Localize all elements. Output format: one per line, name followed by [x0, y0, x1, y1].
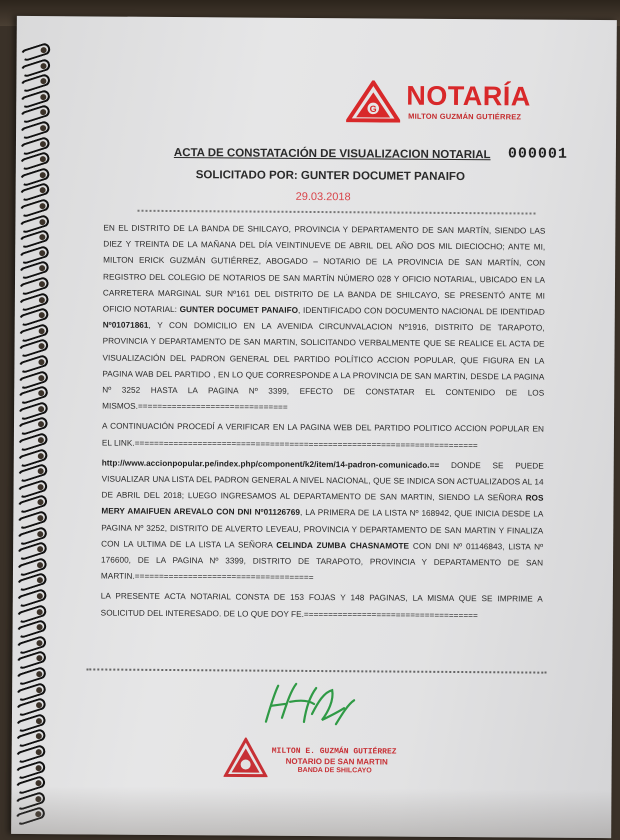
binding-hole — [36, 765, 42, 771]
binding-hole — [40, 94, 46, 100]
notary-stamp — [224, 737, 424, 782]
notarial-document-page — [11, 16, 617, 838]
binding-hole — [36, 687, 42, 693]
divider — [137, 210, 535, 215]
stamp-title: NOTARIO DE SAN MARTIN — [285, 756, 388, 767]
stamp-location: BANDA DE SHILCAYO — [297, 766, 372, 775]
binding-hole — [40, 203, 46, 209]
binding-hole — [37, 515, 43, 521]
binding-hole — [36, 749, 42, 755]
binding-hole — [37, 562, 43, 568]
divider-bottom — [86, 668, 546, 673]
first-person: ROS MERY AMAIFUEN AREVALO CON DNI Nº01126769 — [101, 493, 544, 518]
binding-hole — [36, 718, 42, 724]
binding-hole — [37, 531, 43, 537]
binding-hole — [38, 484, 44, 490]
binding-hole — [40, 125, 46, 131]
requester-dni: Nº01071861 — [102, 320, 149, 331]
page-bottom-shadow — [11, 786, 611, 838]
binding-hole — [38, 437, 44, 443]
requester-name: GUNTER DOCUMET PANAIFO — [179, 305, 299, 315]
last-person: CELINDA ZUMBA CHASNAMOTE — [276, 540, 410, 551]
binding-hole — [40, 141, 46, 147]
binding-hole — [38, 375, 44, 381]
logo-title: NOTARÍA — [406, 80, 531, 112]
binding-hole — [39, 250, 45, 256]
paragraph-findings: http://www.accionpopular.pe/index.php/component/k2/item/14-padron-comunicado.== DONDE SE PUEDE VISUALIZAR UNA LISTA DEL PADRON GENERAL A NIVEL NACIONAL, QUE SE INDICA SON ACTUALIZADOS AL 14 DE ABRIL DEL 2018; LUEGO INGRESAMOS AL DEPARTAMENTO DE SAN MARTIN, SIENDO LA SEÑORA ROS MERY AMAIFUEN AREVALO CON DNI Nº01126769, LA PRIMERA DE LA LISTA Nº 168942, QUE INICIA DESDE LA PAGINA Nº 3252, DISTRITO DE ALVERTO LEVEAU, PROVINCIA Y DEPARTAMENTO DE SAN MARTIN Y FINALIZA CON LA ULTIMA DE LA LISTA LA SEÑORA CELINDA ZUMBA CHASNAMOTE CON DNI Nº 01146843, LISTA Nº 176600, DE LA PAGINA Nº 3399, DISTRITO DE TARAPOTO, PROVINCIA Y DEPARTAMENTO DE SAN MARTIN.===================================== — [100, 458, 544, 583]
binding-hole — [39, 328, 45, 334]
logo-subtitle: MILTON GUZMÁN GUTIÉRREZ — [408, 111, 522, 122]
notary-logo — [346, 80, 531, 123]
stamp-emblem-icon — [224, 737, 268, 777]
binding-hole — [39, 281, 45, 287]
svg-text:G: G — [369, 103, 377, 114]
paragraph-verification: A CONTINUACIÓN PROCEDÍ A VERIFICAR EN LA PAGINA WEB DEL PARTIDO POLITICO ACCION POPULAR EN EL LINK.======================================================================= — [101, 421, 545, 450]
document-body — [101, 221, 546, 625]
binding-hole — [40, 172, 46, 178]
binding-hole — [36, 640, 42, 646]
binding-hole — [38, 453, 44, 459]
paragraph-intro: EN EL DISTRITO DE LA BANDA DE SHILCAYO, PROVINCIA Y DEPARTAMENTO DE SAN MARTÍN, SIENDO LAS DIEZ Y TREINTA DE LA MAÑANA DEL DÍA VEINTINUEVE DE ABRIL DEL AÑO DOS MIL DIECIOCHO; ANTE MI, MILTON ERICK GUZMÁN GUTIÉRREZ, ABOGADO – NOTARIO DE LA PROVINCIA DE SAN MARTÍN, CON REGISTRO DEL COLEGIO DE NOTARIOS DE SAN MARTÍN NÚMERO 028 Y OFICIO NOTARIAL, UBICADO EN LA CARRETERA MARGINAL SUR Nº161 DEL DISTRITO DE LA BANDA DE SHILCAYO, SE PRESENTÓ ANTE MI OFICIO NOTARIAL: GUNTER DOCUMET PANAIFO, IDENTIFICADO CON DOCUMENTO NACIONAL DE IDENTIDAD Nº01071861, Y CON DOMICILIO EN LA AVENIDA CIRCUNVALACION Nº1916, DISTRITO DE TARAPOTO, PROVINCIA Y DEPARTAMENTO DE SAN MARTIN, SOLICITANDO VERBALMENTE QUE SE REALICE EL ACTA DE VISUALIZACIÓN DEL PADRON GENERAL DEL PARTIDO POLÍTICO ACCION POPULAR, QUE FIGURA EN LA PAGINA WAB DEL PARTIDO , EN LO QUE CORRESPONDE A LA PROVINCIA DE SAN MARTIN, DESDE LA PAGINA Nº 3252 HASTA LA PAGINA Nº 3399, EFECTO DE CONSTATAR EL CONTENIDO DE LOS MISMOS.=============================== — [102, 223, 546, 413]
document-title: ACTA DE CONSTATACIÓN DE VISUALIZACION NOTARIAL — [173, 147, 491, 162]
spiral-binding — [11, 46, 51, 836]
binding-hole — [38, 359, 44, 365]
handwritten-signature — [252, 678, 372, 739]
binding-hole — [40, 63, 46, 69]
binding-hole — [37, 593, 43, 599]
binding-hole — [38, 406, 44, 412]
binding-hole — [39, 219, 45, 225]
notary-emblem-icon — [346, 80, 400, 122]
binding-hole — [41, 47, 47, 53]
binding-hole — [39, 297, 45, 303]
binding-hole — [36, 671, 42, 677]
paragraph-closing: LA PRESENTE ACTA NOTARIAL CONSTA DE 153 FOJAS Y 148 PAGINAS, LA MISMA QUE SE IMPRIME A SOLICITUD DEL INTERESADO. DE LO QUE DOY FE.==================================== — [100, 591, 543, 620]
document-date: 29.03.2018 — [295, 190, 351, 204]
binding-hole — [37, 609, 43, 615]
party-link: http://www.accionpopular.pe/index.php/component/k2/item/14-padron-comunicado.== — [101, 458, 440, 470]
requested-by: SOLICITADO POR: GUNTER DOCUMET PANAIFO — [195, 169, 465, 184]
folio-number: 000001 — [507, 145, 568, 163]
stamp-notary-name: MILTON E. GUZMÁN GUTIÉRREZ — [271, 746, 397, 757]
